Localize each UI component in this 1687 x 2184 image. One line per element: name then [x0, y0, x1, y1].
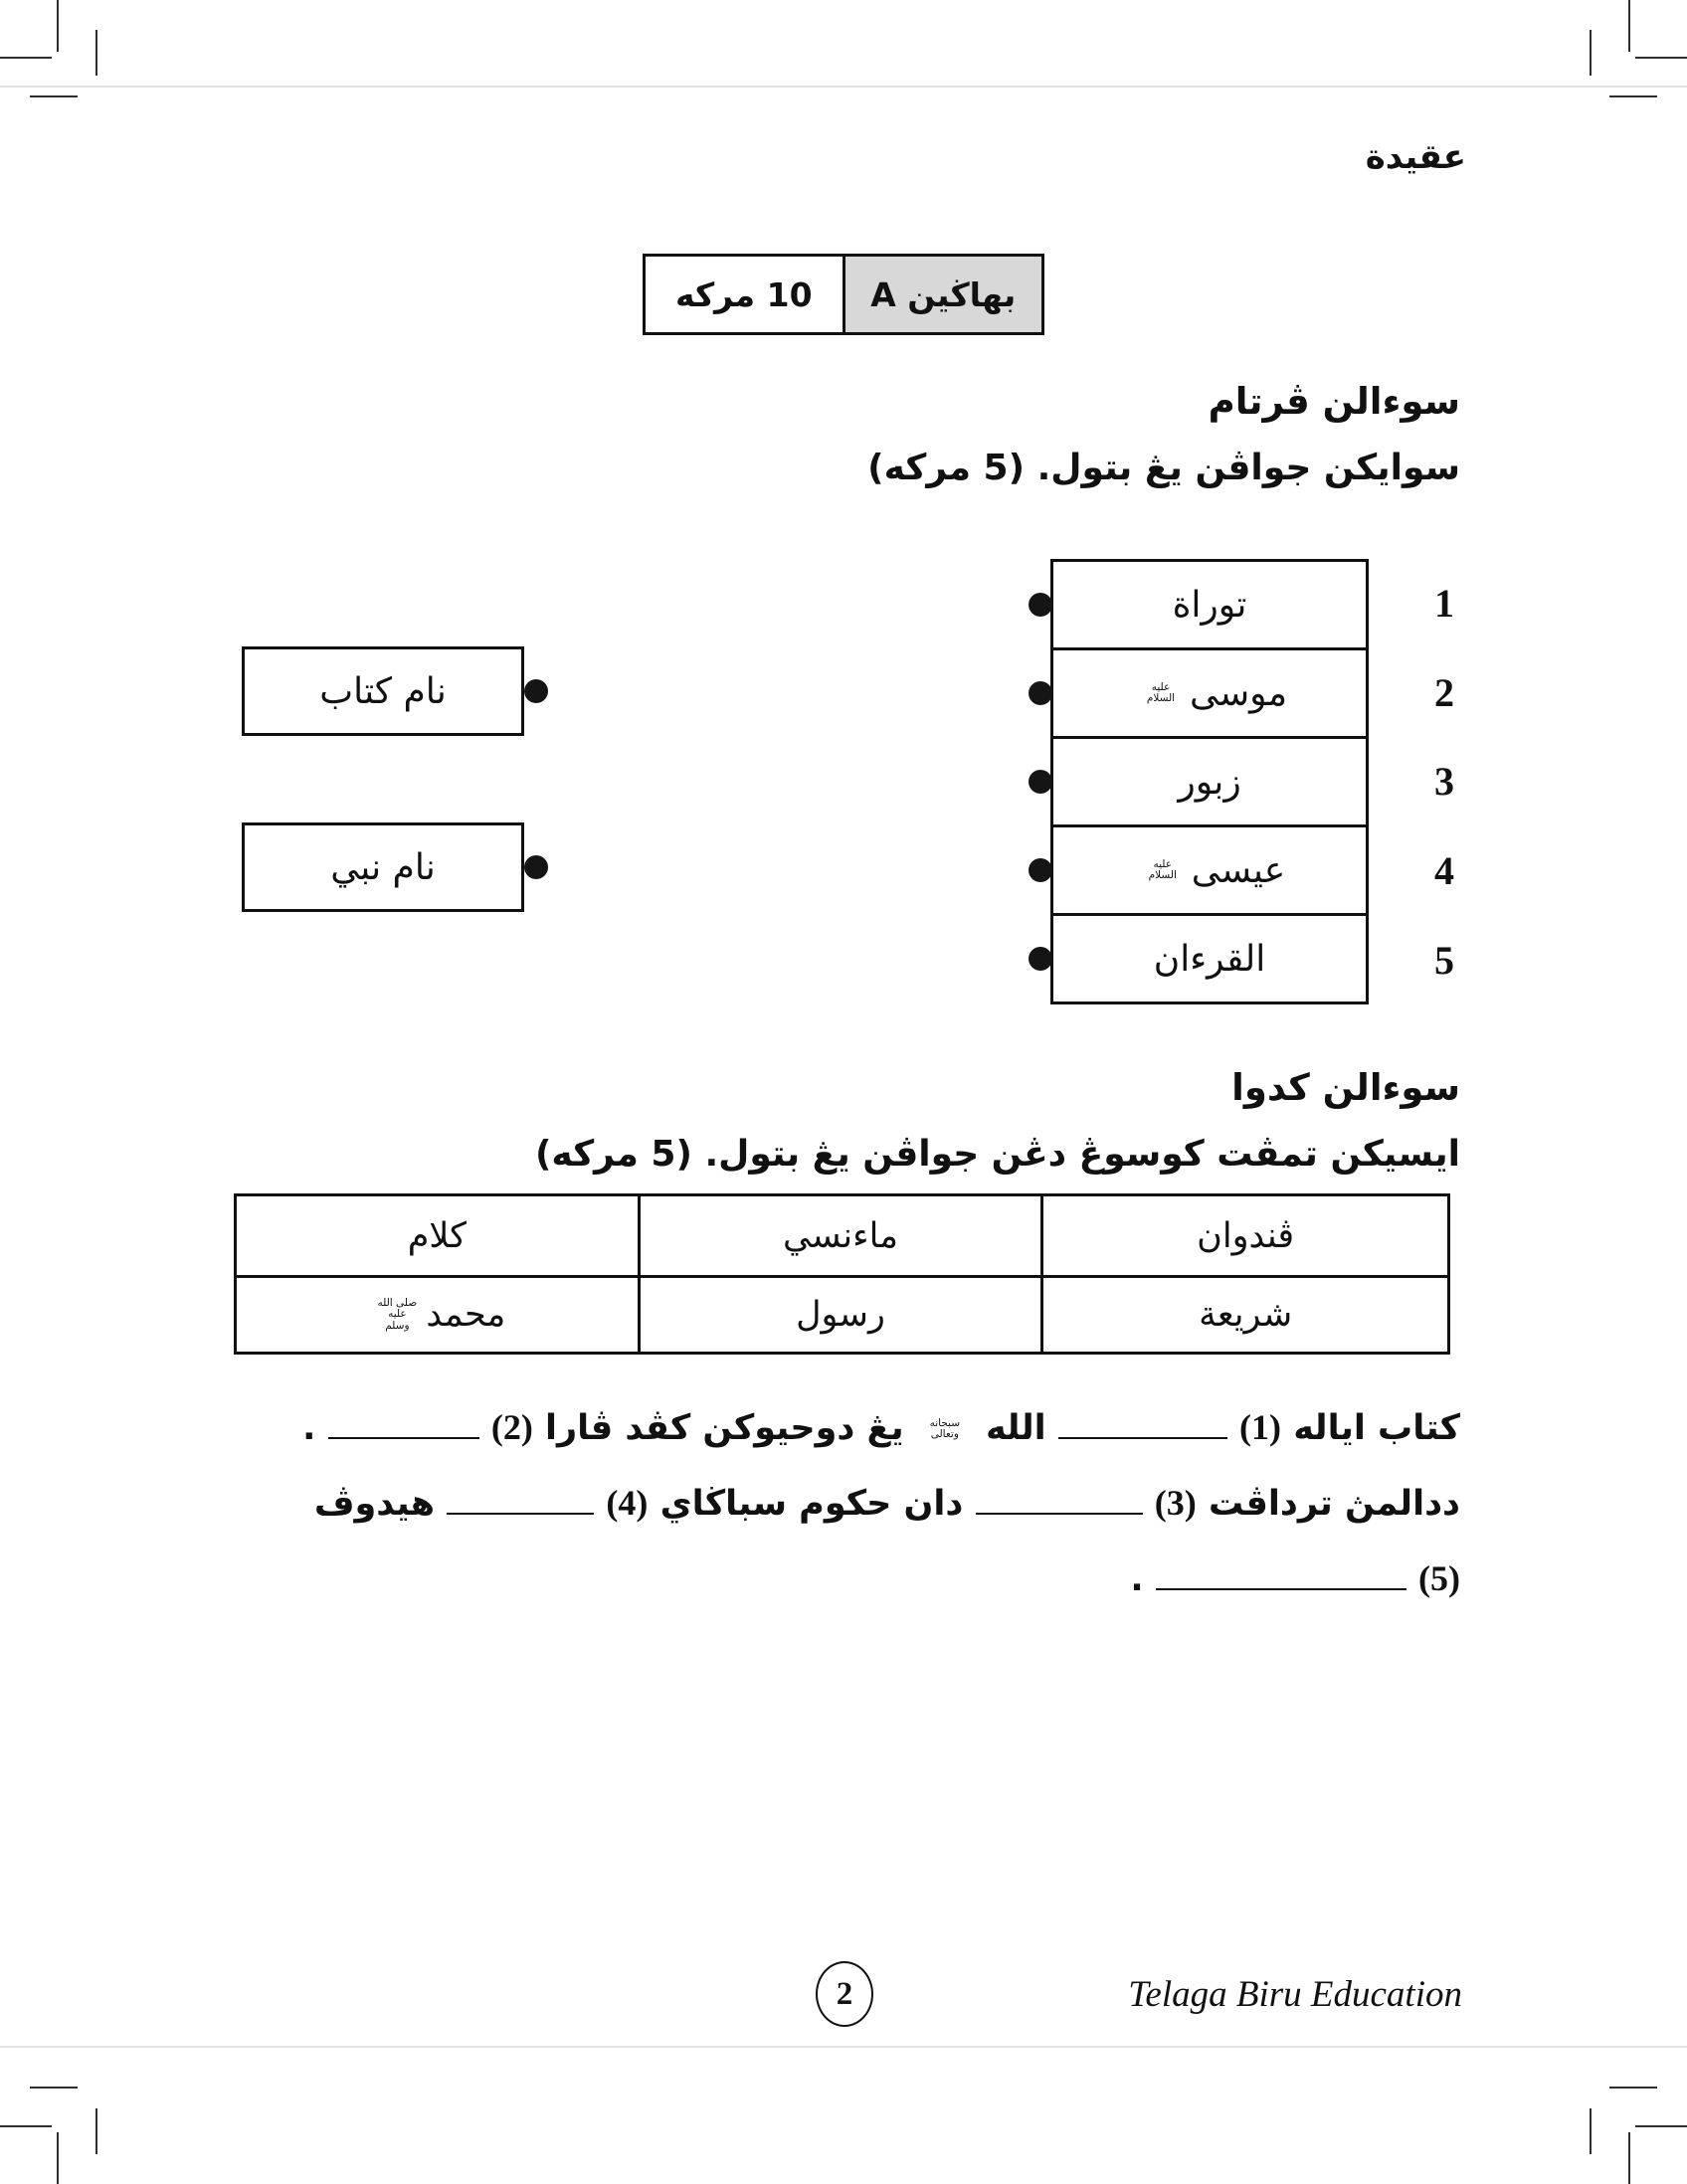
match-item-label: القرءان: [1153, 938, 1266, 980]
cloze-text: هيدوڤ: [313, 1483, 436, 1524]
word-bank-value: [237, 1278, 641, 1352]
answer-box-label: نام نبي: [330, 846, 436, 888]
match-row: [1053, 736, 1366, 824]
cloze-text: يڠ دوحيوكن كڤد ڤارا: [545, 1407, 904, 1448]
subject-label: عقيدة: [1365, 137, 1466, 177]
crop-mark: [1635, 57, 1687, 59]
cloze-line-2: [207, 1476, 1460, 1551]
cloze-line-1: [207, 1400, 1460, 1476]
honorific-seal: صلى الله عليه وسلم: [377, 1297, 418, 1332]
crop-mark: [30, 2087, 78, 2089]
match-item-number: 2: [1434, 669, 1454, 715]
word-bank-word: محمد: [426, 1295, 506, 1335]
blank-3[interactable]: [976, 1476, 1143, 1515]
crop-mark: [57, 0, 59, 52]
crop-mark: [1609, 2087, 1657, 2089]
cloze-text: دان حكوم سباڬاي: [659, 1483, 964, 1524]
section-name: بهاڬين A: [843, 257, 1042, 332]
cloze-text: .: [1130, 1558, 1144, 1599]
page-number: 2: [836, 1975, 853, 2012]
blank-5[interactable]: [1156, 1551, 1406, 1590]
match-bullet[interactable]: [524, 679, 548, 703]
match-item-number: 1: [1434, 581, 1454, 627]
match-bullet[interactable]: [1029, 593, 1052, 617]
cloze-text: .: [302, 1407, 316, 1448]
honorific-seal: سبحانه وتعالى: [929, 1416, 961, 1440]
cloze-number: (1): [1239, 1406, 1282, 1447]
match-item-label: زبور: [1178, 761, 1241, 803]
answer-box-nama-kitab: [242, 646, 524, 736]
match-bullet[interactable]: [1029, 681, 1052, 705]
word-bank-value: شريعة: [1199, 1295, 1293, 1335]
word-bank-header: كلام: [237, 1196, 641, 1278]
cloze-text: ددالمڽ ترداڤت: [1208, 1483, 1460, 1524]
cloze-number: (2): [490, 1406, 533, 1447]
q2-title: سوءالن كدوا: [1231, 1066, 1460, 1109]
match-row: [1053, 647, 1366, 736]
answer-box-nama-nabi: [242, 822, 524, 912]
cloze-number: (5): [1418, 1557, 1460, 1598]
answer-box-label: نام كتاب: [319, 670, 447, 712]
match-item-label: موسى: [1189, 672, 1288, 714]
match-bullet[interactable]: [524, 855, 548, 879]
match-item-number: 4: [1434, 848, 1454, 894]
section-marks: 10 مركه: [646, 257, 843, 332]
crop-mark: [1628, 2132, 1630, 2184]
match-number-column: [1422, 559, 1466, 1004]
q1-title: سوءالن ڤرتام: [1208, 380, 1460, 423]
match-option-table: [1050, 559, 1369, 1004]
cloze-number: (3): [1154, 1482, 1197, 1523]
crop-mark: [95, 2108, 97, 2154]
crop-mark: [57, 2132, 59, 2184]
honorific-seal: عليه السلام: [1148, 857, 1177, 881]
blank-4[interactable]: [447, 1476, 594, 1515]
crop-mark: [1628, 0, 1630, 52]
publisher-name: Telaga Biru Education: [1128, 1974, 1462, 2015]
match-row: [1053, 562, 1366, 647]
cloze-line-3: [207, 1551, 1460, 1627]
match-row: [1053, 824, 1366, 913]
section-header-box: [643, 254, 1044, 335]
cloze-number: (4): [606, 1482, 649, 1523]
word-bank-value: رسول: [641, 1278, 1044, 1352]
match-bullet[interactable]: [1029, 770, 1052, 794]
crop-mark: [1609, 95, 1657, 97]
match-bullet[interactable]: [1029, 947, 1052, 971]
blank-2[interactable]: [328, 1400, 479, 1439]
honorific-seal: عليه السلام: [1146, 680, 1176, 704]
match-item-number: 5: [1434, 937, 1454, 983]
top-rule: [0, 86, 1687, 88]
crop-mark: [30, 95, 78, 97]
crop-mark: [1590, 30, 1592, 76]
match-item-label: توراة: [1172, 584, 1247, 626]
q1-instruction: سوايكن جواڤن يڠ بتول. (5 مركه): [867, 448, 1460, 488]
cloze-text: الله: [986, 1407, 1046, 1448]
crop-mark: [0, 2125, 52, 2127]
blank-1[interactable]: [1058, 1400, 1227, 1439]
q2-instruction: ايسيكن تمڤت كوسوڠ دڠن جواڤن يڠ بتول. (5 مركه): [534, 1134, 1460, 1175]
crop-mark: [95, 30, 97, 76]
word-bank-header: ماءنسي: [641, 1196, 1044, 1278]
match-item-label: عيسى: [1191, 849, 1286, 891]
word-bank-table: [234, 1193, 1450, 1355]
match-item-number: 3: [1434, 759, 1454, 805]
match-bullet[interactable]: [1029, 858, 1052, 882]
page-number-badge: [816, 1961, 873, 2027]
match-row: [1053, 913, 1366, 1001]
crop-mark: [0, 57, 52, 59]
crop-mark: [1590, 2108, 1592, 2154]
cloze-paragraph: [207, 1400, 1460, 1627]
word-bank-header: ڤندوان: [1043, 1196, 1447, 1278]
crop-mark: [1635, 2125, 1687, 2127]
bottom-rule: [0, 2046, 1687, 2048]
cloze-text: كتاب اياله: [1293, 1407, 1460, 1448]
